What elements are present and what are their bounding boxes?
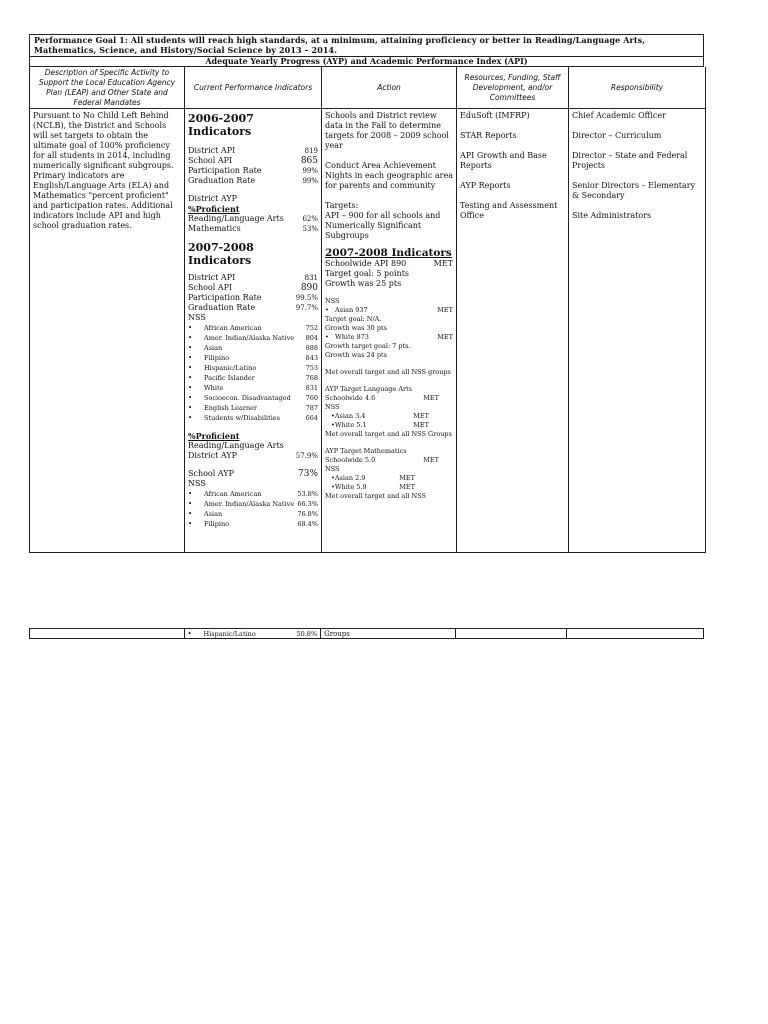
action-target-goal: Target goal: 5 points <box>325 269 410 278</box>
action-lang-asian: •Asian 3.4 MET <box>331 412 429 420</box>
action-cell <box>322 109 457 552</box>
responsibility-cell <box>569 109 705 552</box>
table-row <box>29 109 706 553</box>
action-met-all: Met overall target and all NSS groups <box>325 368 451 376</box>
action-lang-title: AYP Target Language Arts <box>325 385 413 393</box>
description-text: Pursuant to No Child Left Behind (NCLB), the District and Schools will set targets to obtain the ultimate goal of 100% proficiency for all students in 2014, including numerically significant subgroups. Primary indicators are English/Language Arts (ELA) and Mathematics "percent proficient" and participation rates. Additional indicators include API and high school graduation rates. <box>33 111 174 230</box>
ind2006-row: Graduation Rate 99% <box>188 176 318 185</box>
list-item: • Pacific Islander 768 <box>188 374 318 382</box>
ind2006-district-ayp: District AYP <box>188 194 238 203</box>
list-item: • African American 53.8% <box>188 490 318 498</box>
indicators-cell <box>185 109 322 552</box>
action-math-met-all: Met overall target and all NSS <box>325 492 426 500</box>
list-item: • African American 752 <box>188 324 318 332</box>
action-lang-nss: NSS <box>325 403 340 411</box>
resource-item: AYP Reports <box>460 181 511 190</box>
resource-item: Testing and Assessment Office <box>460 201 558 220</box>
header-responsibility: Responsibility <box>610 82 664 92</box>
action-lang-sw: Schoolwide 4.6 MET <box>325 394 439 402</box>
ind2006-row: District API 819 <box>188 146 318 155</box>
continued-description-cell <box>30 629 185 638</box>
list-item: • Filipino 843 <box>188 354 318 362</box>
list-item: • Amer. Indian/Alaska Native 804 <box>188 334 318 342</box>
ind2007-row: Graduation Rate 97.7% <box>188 303 318 312</box>
action-math-nss: NSS <box>325 465 340 473</box>
continued-indicators-cell <box>185 629 322 638</box>
action-math-asian: •Asian 2.9 MET <box>331 474 415 482</box>
resource-item: EduSoft (IMFRP) <box>460 111 530 120</box>
ind2006-math: Mathematics 53% <box>188 224 318 233</box>
responsibility-item: Site Administrators <box>572 211 652 220</box>
ind2006-pct-proficient: %Proficient <box>188 204 240 214</box>
resource-item: STAR Reports <box>460 131 517 140</box>
ind2006-row: Participation Rate 99% <box>188 166 318 175</box>
header-description: Description of Specific Activity to Support the Local Education Agency Plan (LEAP) and Other State and Federal Mandates <box>30 67 185 108</box>
responsibility-item: Chief Academic Officer <box>572 111 666 120</box>
action-lang-met-all: Met overall target and all NSS Groups <box>325 430 452 438</box>
action-targets-label: Targets: <box>325 201 359 210</box>
indicators-2007-title: 2007-2008 Indicators <box>188 241 254 267</box>
continued-resources-cell <box>456 629 568 638</box>
list-item: • Amer. Indian/Alaska Native 66.3% <box>188 500 318 508</box>
ind2006-row: School API 865 <box>188 156 318 166</box>
ayp-api-title: Adequate Yearly Progress (AYP) and Academic Performance Index (API) <box>29 57 704 67</box>
action-review: Schools and District review data in the Fall to determine targets for 2008 – 2009 school year <box>325 111 449 150</box>
responsibility-item: Director – Curriculum <box>572 131 662 140</box>
list-item: • Asian 76.8% <box>188 510 318 518</box>
resource-item: API Growth and Base Reports <box>460 151 547 170</box>
header-action: Action <box>322 67 457 108</box>
action-asian-growth: Growth was 30 pts <box>325 324 387 332</box>
action-targets: API – 900 for all schools and Numerically Significant Subgroups <box>325 211 441 240</box>
performance-goal: Performance Goal 1: All students will reach high standards, at a minimum, attaining proficiency or better in Reading/Language Arts, Mathematics, Science, and History/Social Science by 2013 – 2014. <box>29 34 704 57</box>
nss-proficiency-list <box>188 489 318 529</box>
nss-proficiency-list-continued <box>188 629 318 638</box>
ind2007-row: School API 890 <box>188 283 318 293</box>
action-asian: • Asian 937 MET <box>325 306 453 314</box>
action-2007-title: 2007-2008 Indicators <box>325 247 452 259</box>
action-growth: Growth was 25 pts <box>325 279 402 288</box>
list-item: • Socioecon. Disadvantaged 760 <box>188 394 318 402</box>
indicators-2006-title: 2006-2007 Indicators <box>188 112 254 138</box>
list-item: • Hispanic/Latino 50.8% <box>187 630 318 638</box>
action-nss: NSS <box>325 297 340 305</box>
action-asian-target: Target goal: N/A. <box>325 315 382 323</box>
list-item: • Filipino 68.4% <box>188 520 318 528</box>
table-header-row <box>29 67 706 109</box>
continued-responsibility-cell <box>567 629 703 638</box>
ind2007-pct-proficient: %Proficient <box>188 431 240 441</box>
action-white-target: Growth target goal: 7 pts. <box>325 342 411 350</box>
ind2007-nss2-label: NSS <box>188 479 206 488</box>
ind2007-district-ayp: District AYP 57.9% <box>188 451 318 460</box>
list-item: • English Learner 787 <box>188 404 318 412</box>
description-cell <box>30 109 185 552</box>
ind2007-rla: Reading/Language Arts <box>188 441 284 450</box>
responsibility-item: Director – State and Federal Projects <box>572 151 688 170</box>
continued-action-cell: Groups <box>321 629 456 638</box>
goal-document <box>29 34 704 638</box>
action-sw-api: Schoolwide API 890 MET <box>325 259 453 268</box>
table-row-continued <box>29 628 704 639</box>
ind2007-school-ayp: School AYP 73% <box>188 469 318 479</box>
ind2007-row: Participation Rate 99.5% <box>188 293 318 302</box>
list-item: • Hispanic/Latino 753 <box>188 364 318 372</box>
action-math-white: •White 5.9 MET <box>331 483 415 491</box>
action-white: • White 873 MET <box>325 333 453 341</box>
action-nights: Conduct Area Achievement Nights in each geographic area for parents and community <box>325 161 453 190</box>
list-item: • Students w/Disabilities 664 <box>188 414 318 422</box>
ind2006-rla: Reading/Language Arts 62% <box>188 214 318 223</box>
list-item: • White 831 <box>188 384 318 392</box>
action-math-sw: Schoolwide 5.0 MET <box>325 456 439 464</box>
ind2007-row: District API 831 <box>188 273 318 282</box>
header-indicators: Current Performance Indicators <box>185 67 322 108</box>
resources-cell <box>457 109 569 552</box>
action-white-growth: Growth was 24 pts <box>325 351 387 359</box>
header-resources: Resources, Funding, Staff Development, and/or Committees <box>457 67 569 108</box>
responsibility-item: Senior Directors – Elementary & Secondary <box>572 181 696 200</box>
nss-api-list <box>188 323 318 423</box>
list-item: • Asian 888 <box>188 344 318 352</box>
action-lang-white: •White 5.1 MET <box>331 421 429 429</box>
ind2007-nss-label: NSS <box>188 313 206 322</box>
action-math-title: AYP Target Mathematics <box>325 447 407 455</box>
